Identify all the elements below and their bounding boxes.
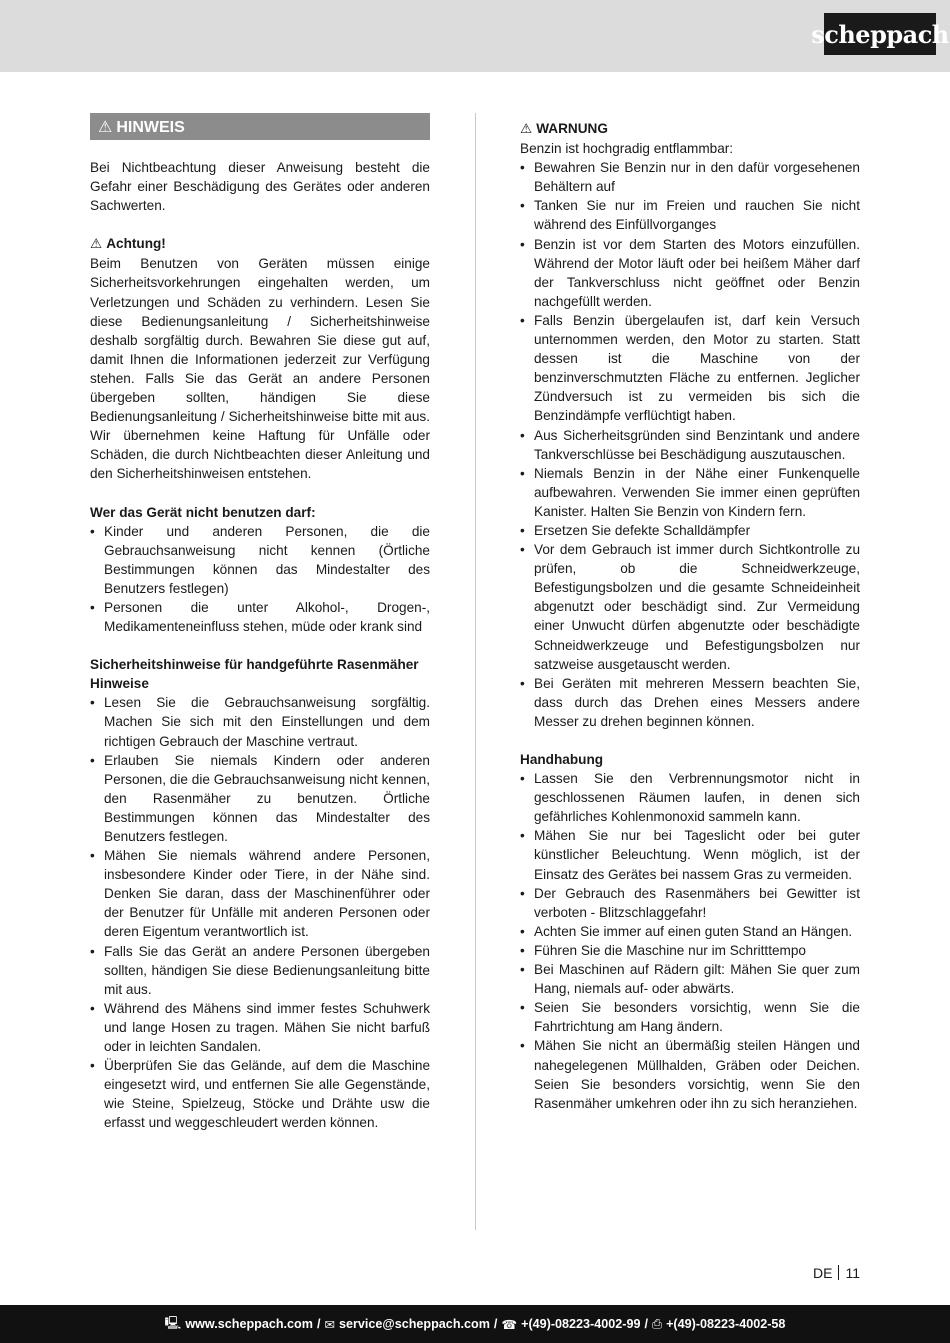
footer-phone[interactable]: +(49)-08223-4002-99 xyxy=(521,1317,641,1331)
hinweis-text: Bei Nichtbeachtung dieser Anweisung besteht die Gefahr einer Beschädigung des Gerätes oder anderen Sachwerten. xyxy=(90,160,430,214)
list-item: • Kinder und anderen Personen, die die Gebrauchsanweisung nicht kennen (Örtliche Bestimmungen können das Mindestalter des Benutzers festlegen) xyxy=(90,522,430,598)
list-item: • Während des Mähens sind immer festes Schuhwerk und lange Hosen zu tragen. Mähen Sie nicht barfuß oder in leichten Sandalen. xyxy=(90,999,430,1056)
handhabung-list xyxy=(520,769,860,1113)
list-item: • Lesen Sie die Gebrauchsanweisung sorgfältig. Machen Sie sich mit den Einstellungen und dem richtigen Gebrauch der Maschine vertraut. xyxy=(90,693,430,750)
monitor-icon: 🖳 xyxy=(164,1314,182,1330)
warning-triangle-icon: ⚠ xyxy=(98,117,113,136)
handhabung-heading: Handhabung xyxy=(520,752,604,767)
left-column xyxy=(90,113,430,1133)
warnung-intro: Benzin ist hochgradig entflammbar: xyxy=(520,141,734,157)
list-item: • Falls Benzin übergelaufen ist, darf kein Versuch unternommen werden, den Motor zu starten. Statt dessen ist die Maschine von der benzinverschmutzten Fläche zu entfernen. Jeglicher Zündversuch ist zu vermeiden bis sich die Benzindämpfe verflüchtigt haben. xyxy=(520,311,860,426)
warning-triangle-icon: ⚠ xyxy=(520,121,533,137)
safety-heading: Sicherheitshinweise für handgeführte Rasenmäher xyxy=(90,657,419,673)
hinweis-banner xyxy=(90,113,430,140)
footer-bar xyxy=(0,1305,950,1343)
footer-website[interactable]: www.scheppach.com xyxy=(185,1317,313,1331)
list-item: • Seien Sie besonders vorsichtig, wenn Sie die Fahrtrichtung am Hang ändern. xyxy=(520,998,860,1036)
footer-separator: / xyxy=(644,1317,648,1331)
footer-separator: / xyxy=(316,1317,321,1331)
list-item: • Bei Geräten mit mehreren Messern beachten Sie, dass durch das Drehen eines Messers andere Messer zu drehen beginnen können. xyxy=(520,674,860,731)
hinweis-title: HINWEIS xyxy=(116,119,185,136)
list-item: • Mähen Sie nicht an übermäßig steilen Hängen und nahegelegenen Müllhalden, Gräben oder Deichen. Seien Sie besonders vorsichtig, wenn Sie den Rasenmäher umkehren oder ihn zu sich heranziehen. xyxy=(520,1036,860,1112)
footer-email[interactable]: service@scheppach.com xyxy=(339,1317,490,1331)
list-item: • Überprüfen Sie das Gelände, auf dem die Maschine eingesetzt wird, und entfernen Sie alle Gegenstände, wie Steine, Spielzeug, Stöcke und Drähte usw die erfasst und weggeschleudert werden können. xyxy=(90,1056,430,1132)
warnung-list xyxy=(520,158,860,731)
list-item: • Bei Maschinen auf Rädern gilt: Mähen Sie quer zum Hang, niemals auf- oder abwärts. xyxy=(520,960,860,998)
page-lang: DE xyxy=(813,1265,833,1281)
list-item: • Bewahren Sie Benzin nur in den dafür vorgesehenen Behältern auf xyxy=(520,158,860,196)
header-band xyxy=(0,0,950,72)
phone-icon: ☎ xyxy=(501,1316,518,1332)
achtung-title: Achtung! xyxy=(106,236,166,252)
scheppach-logo: scheppach xyxy=(824,13,936,55)
page-number-separator xyxy=(838,1265,839,1280)
achtung-text: Beim Benutzen von Geräten müssen einige Sicherheitsvorkehrungen eingehalten werden, um Verletzungen und Schäden zu verhindern. Lesen Sie diese Bedienungsanleitung / Sicherheitshinweise deshalb sorgfältig durch. Bewahren Sie diese gut auf, damit Ihnen die Informationen jederzeit zur Verfügung stehen. Falls Sie das Gerät an andere Personen übergeben sollten, händigen Sie diese Bedienungsanleitung / Sicherheitshinweise bitte mit aus. Wir übernehmen keine Haftung für Unfälle oder Schäden, die durch Nichtbeachten dieser Anleitung und den Sicherheitshinweisen entstehen. xyxy=(90,256,430,482)
warning-triangle-icon: ⚠ xyxy=(90,236,103,253)
footer-separator: / xyxy=(493,1317,498,1331)
hinweise-subheading: Hinweise xyxy=(90,676,149,692)
mail-icon: ✉ xyxy=(324,1316,336,1332)
list-item: • Achten Sie immer auf einen guten Stand an Hängen. xyxy=(520,922,860,941)
list-item: • Falls Sie das Gerät an andere Personen übergeben sollten, händigen Sie diese Bedienungsanleitung bitte mit aus. xyxy=(90,942,430,999)
safety-list xyxy=(90,693,430,1132)
warnung-heading xyxy=(520,119,860,139)
list-item: • Erlauben Sie niemals Kindern oder anderen Personen, die die Gebrauchsanweisung nicht kennen, den Rasenmäher zu benutzen. Örtliche Bestimmungen können das Mindestalter des Benutzers festlegen. xyxy=(90,751,430,846)
list-item: • Tanken Sie nur im Freien und rauchen Sie nicht während des Einfüllvorganges xyxy=(520,196,860,234)
column-divider xyxy=(475,113,476,1230)
list-item: • Personen die unter Alkohol-, Drogen-, Medikamenteneinfluss stehen, müde oder krank sind xyxy=(90,598,430,636)
list-item: • Der Gebrauch des Rasenmähers bei Gewitter ist verboten - Blitzschlaggefahr! xyxy=(520,884,860,922)
list-item: • Führen Sie die Maschine nur im Schritttempo xyxy=(520,941,860,960)
list-item: • Ersetzen Sie defekte Schalldämpfer xyxy=(520,521,860,540)
fax-icon: ⎙ xyxy=(651,1316,663,1331)
footer-fax: +(49)-08223-4002-58 xyxy=(666,1317,786,1331)
who-heading: Wer das Gerät nicht benutzen darf: xyxy=(90,504,316,520)
page-number xyxy=(813,1265,860,1281)
warnung-title: WARNUNG xyxy=(536,121,608,136)
page-number-value: 11 xyxy=(845,1265,860,1281)
list-item: • Lassen Sie den Verbrennungsmotor nicht in geschlossenen Räumen laufen, in denen sich gefährliches Kohlenmonoxid sammeln kann. xyxy=(520,769,860,826)
list-item: • Benzin ist vor dem Starten des Motors einzufüllen. Während der Motor läuft oder bei heißem Mäher darf der Tankverschluss nicht geöffnet oder Benzin nachgefüllt werden. xyxy=(520,235,860,311)
who-list xyxy=(90,522,430,637)
achtung-heading xyxy=(90,234,430,254)
list-item: • Aus Sicherheitsgründen sind Benzintank und andere Tankverschlüsse bei Beschädigung auszutauschen. xyxy=(520,426,860,464)
list-item: • Mähen Sie niemals während andere Personen, insbesondere Kinder oder Tiere, in der Nähe sind. Denken Sie daran, dass der Maschinenführer oder der Benutzer für Unfälle mit anderen Personen oder deren Eigentum verantwortlich ist. xyxy=(90,846,430,941)
list-item: • Niemals Benzin in der Nähe einer Funkenquelle aufbewahren. Verwenden Sie immer einen geprüften Kanister. Halten Sie Benzin von Kindern fern. xyxy=(520,464,860,521)
list-item: • Vor dem Gebrauch ist immer durch Sichtkontrolle zu prüfen, ob die Schneidwerkzeuge, Befestigungsbolzen und die gesamte Schneideinheit abgenutzt oder beschädigt sind. Zur Vermeidung einer Unwucht dürfen abgenutzte oder beschädigte Schneidwerkzeuge und Befestigungsbolzen nur satzweise ausgetauscht werden. xyxy=(520,540,860,674)
right-column xyxy=(520,119,860,1113)
list-item: • Mähen Sie nur bei Tageslicht oder bei guter künstlicher Beleuchtung. Wenn möglich, ist der Einsatz des Gerätes bei nassem Gras zu vermeiden. xyxy=(520,826,860,883)
